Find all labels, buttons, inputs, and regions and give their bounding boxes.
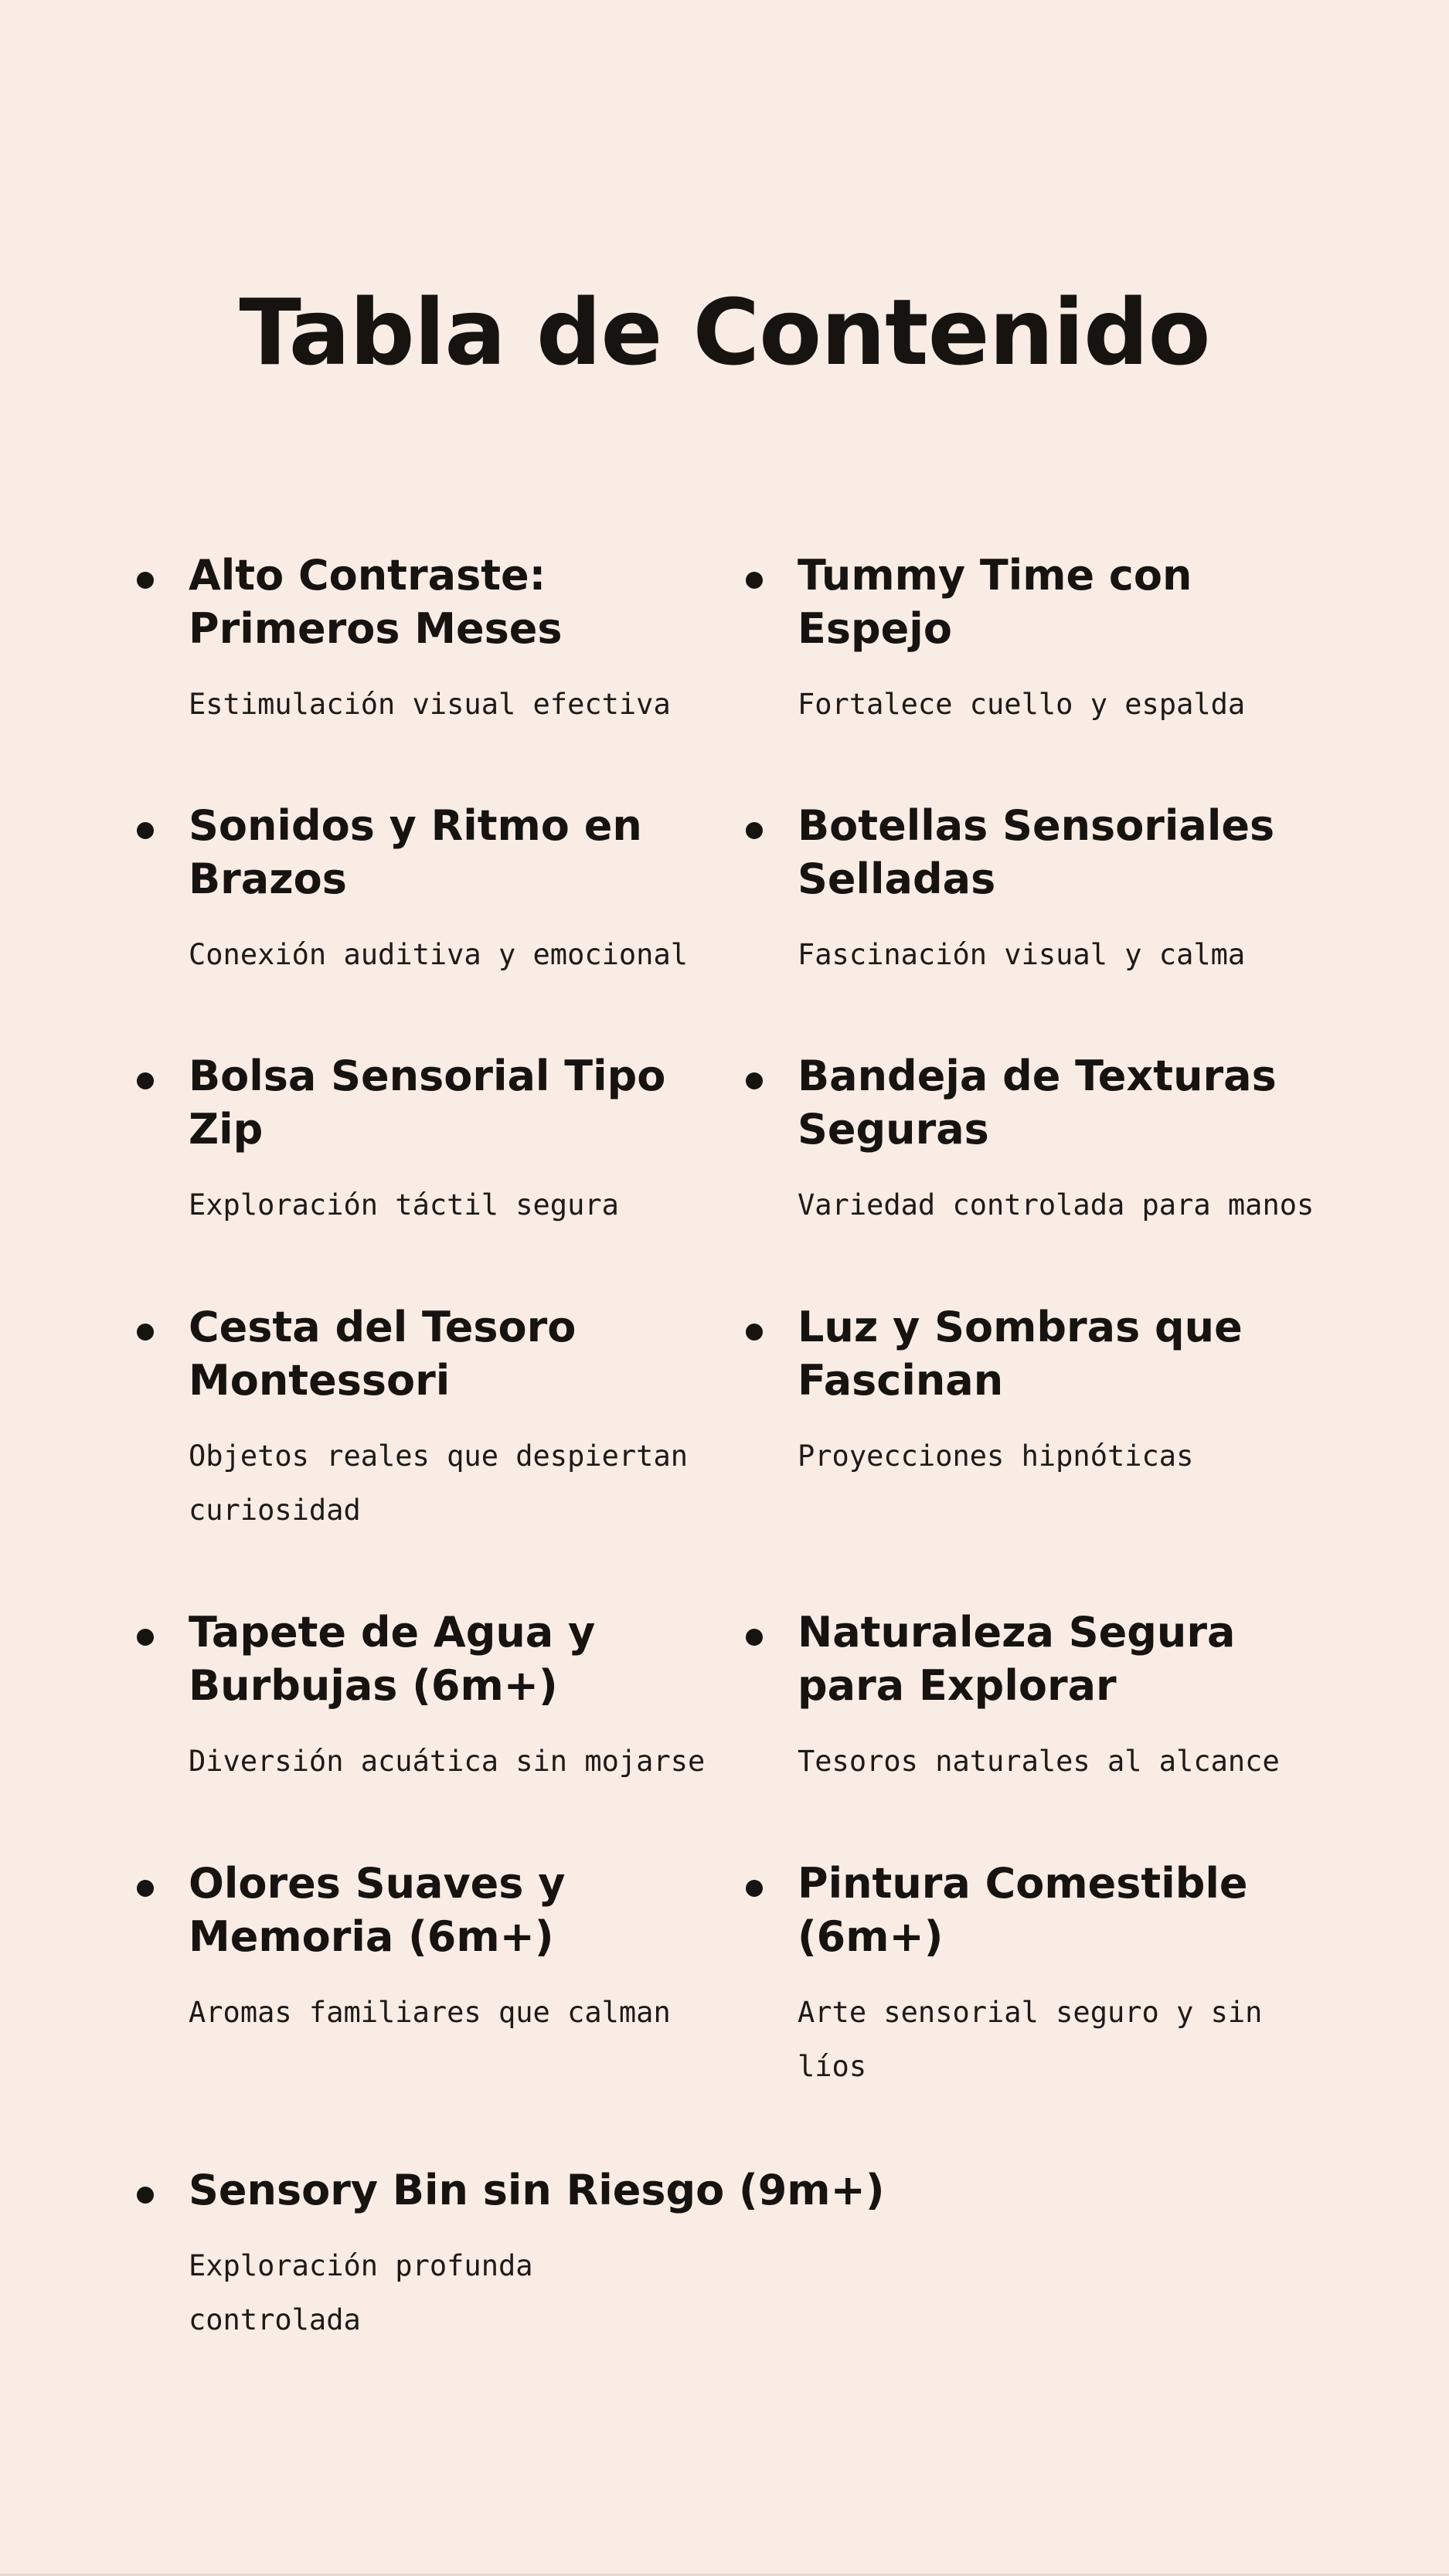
toc-item-title: Luz y Sombras que Fascinan xyxy=(798,1303,1243,1405)
bullet-icon xyxy=(137,1880,154,1897)
bullet-icon xyxy=(746,1880,763,1897)
toc-item-title: Pintura Comestible (6m+) xyxy=(798,1859,1248,1961)
bullet-icon xyxy=(137,1324,154,1341)
bullet-icon xyxy=(137,1629,154,1646)
bullet-icon xyxy=(746,572,763,589)
toc-item-title: Alto Contraste: Primeros Meses xyxy=(189,551,563,653)
bullet-icon xyxy=(746,1072,763,1089)
bullet-icon xyxy=(746,1324,763,1341)
toc-item-description: Diversión acuática sin mojarse xyxy=(189,1745,706,1778)
toc-item-title: Sonidos y Ritmo en Brazos xyxy=(189,801,642,903)
page-title: Tabla de Contenido xyxy=(239,279,1210,386)
toc-item-title: Olores Suaves y Memoria (6m+) xyxy=(189,1859,566,1961)
toc-item-description: Variedad controlada para manos xyxy=(798,1188,1315,1222)
toc-item-title: Cesta del Tesoro Montessori xyxy=(189,1303,577,1405)
toc-item-description: Tesoros naturales al alcance xyxy=(798,1745,1280,1778)
toc-item-title: Tummy Time con Espejo xyxy=(798,551,1192,653)
bullet-icon xyxy=(137,822,154,839)
toc-item-title: Bolsa Sensorial Tipo Zip xyxy=(189,1052,666,1154)
bullet-icon xyxy=(137,1072,154,1089)
toc-item-description: Arte sensorial seguro y sin líos xyxy=(798,1996,1263,2083)
bullet-icon xyxy=(746,822,763,839)
toc-item-description: Fascinación visual y calma xyxy=(798,938,1246,971)
toc-item-description: Exploración táctil segura xyxy=(189,1188,619,1222)
bullet-icon xyxy=(137,572,154,589)
toc-item-description: Estimulación visual efectiva xyxy=(189,688,671,721)
toc-item-title: Bandeja de Texturas Seguras xyxy=(798,1052,1277,1154)
toc-item-title: Naturaleza Segura para Explorar xyxy=(798,1608,1236,1710)
toc-item-description: Objetos reales que despiertan curiosidad xyxy=(189,1439,689,1527)
toc-item-description: Aromas familiares que calman xyxy=(189,1996,671,2029)
toc-item-title: Sensory Bin sin Riesgo (9m+) xyxy=(189,2166,885,2214)
toc-item-description: Conexión auditiva y emocional xyxy=(189,938,689,971)
toc-item-description: Exploración profunda controlada xyxy=(189,2249,533,2336)
toc-item-title: Tapete de Agua y Burbujas (6m+) xyxy=(189,1608,596,1710)
bullet-icon xyxy=(137,2187,154,2204)
bullet-icon xyxy=(746,1629,763,1646)
toc-item-description: Fortalece cuello y espalda xyxy=(798,688,1246,721)
toc-item-title: Botellas Sensoriales Selladas xyxy=(798,801,1275,903)
toc-item-description: Proyecciones hipnóticas xyxy=(798,1439,1194,1473)
